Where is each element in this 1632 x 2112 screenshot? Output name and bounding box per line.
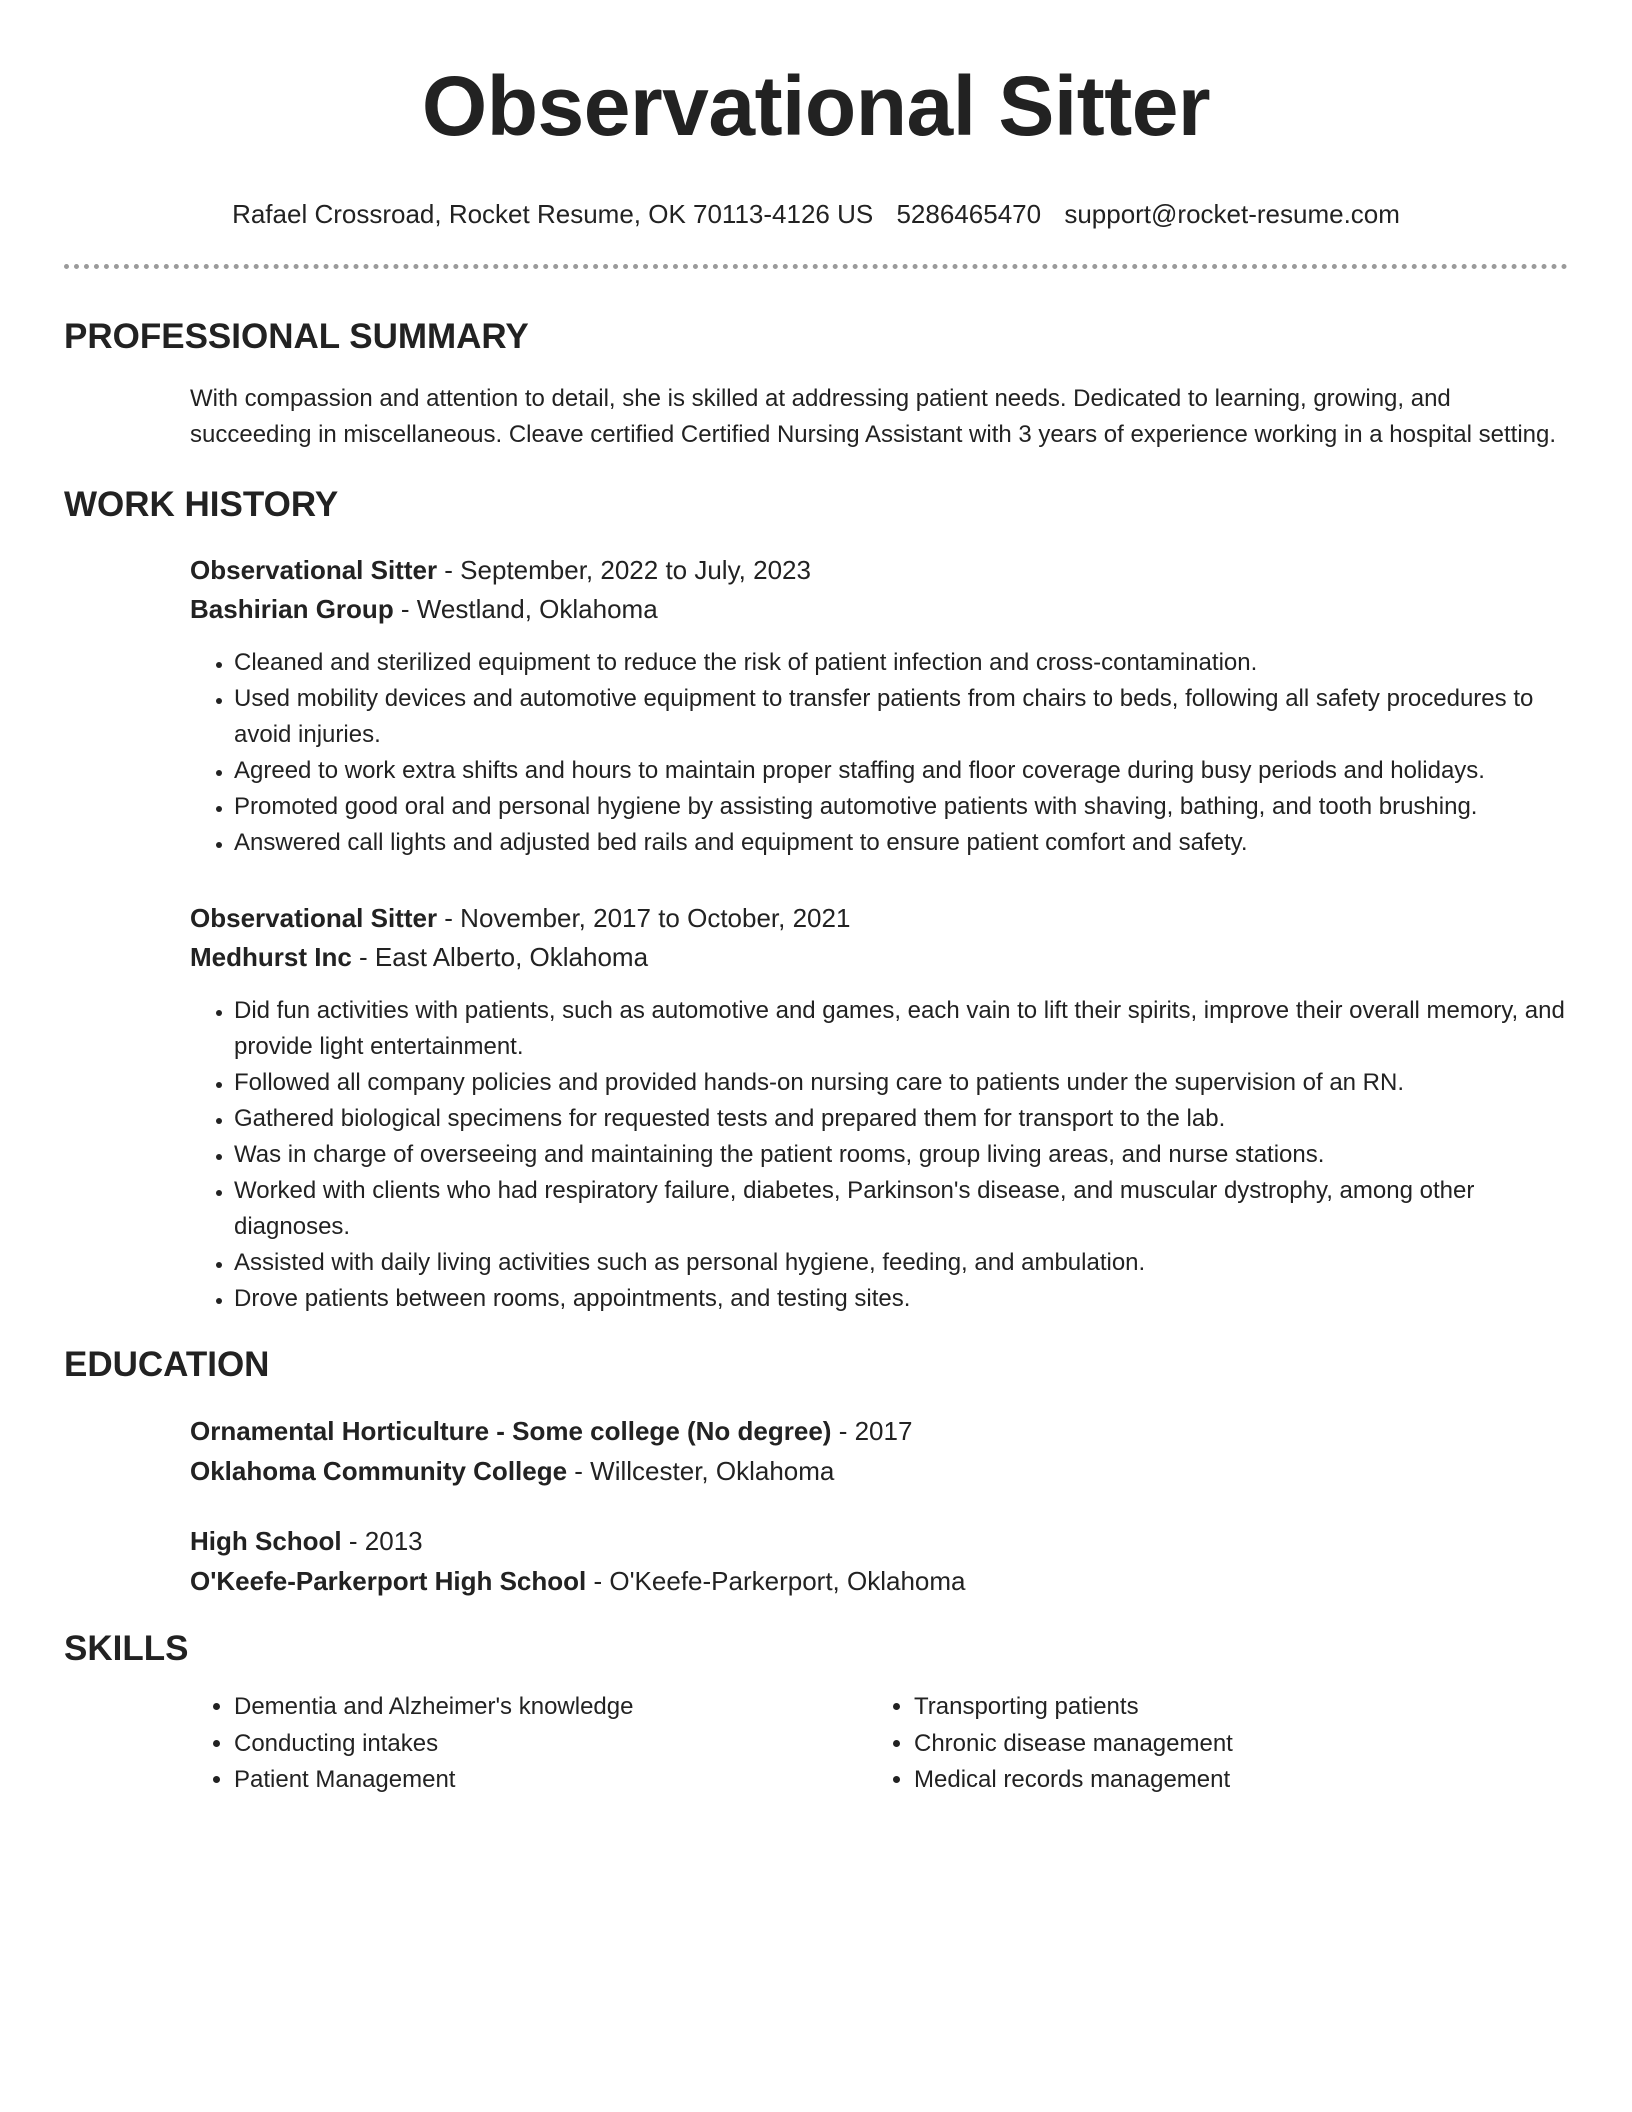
education-location: - Willcester, Oklahoma — [567, 1456, 835, 1486]
list-item: • Promoted good oral and personal hygiene by assisting automotive patients with shaving, bathing, and tooth brushing. — [234, 789, 1568, 825]
list-item: • Conducting intakes — [234, 1726, 870, 1763]
list-item: • Used mobility devices and automotive equipment to transfer patients from chairs to beds, following all safety procedures to avoid injuries. — [234, 681, 1568, 753]
education-degree-line — [190, 1411, 1568, 1451]
education-degree: Ornamental Horticulture - Some college (No degree) — [190, 1416, 832, 1446]
list-item: • Worked with clients who had respiratory failure, diabetes, Parkinson's disease, and muscular dystrophy, among other diagnoses. — [234, 1173, 1568, 1245]
contact-line — [64, 196, 1568, 232]
skills-section — [64, 1627, 1568, 1799]
job-role: Observational Sitter — [190, 903, 438, 933]
education-year: - 2017 — [831, 1416, 913, 1446]
list-item: • Transporting patients — [914, 1689, 1568, 1726]
job-company-line — [190, 590, 1568, 629]
education-entry — [190, 1521, 1568, 1601]
list-item: • Did fun activities with patients, such as automotive and games, each vain to lift their spirits, improve their overall memory, and provide light entertainment. — [234, 993, 1568, 1065]
skills-right-list — [870, 1689, 1568, 1799]
education-degree-line — [190, 1521, 1568, 1561]
job-company: Medhurst Inc — [190, 942, 352, 972]
job-location: - East Alberto, Oklahoma — [351, 942, 649, 972]
summary-section — [64, 315, 1568, 453]
education-section — [64, 1343, 1568, 1601]
job-dates: - November, 2017 to October, 2021 — [437, 903, 851, 933]
list-item: • Chronic disease management — [914, 1726, 1568, 1763]
education-year: - 2013 — [341, 1526, 423, 1556]
job-dates: - September, 2022 to July, 2023 — [437, 555, 811, 585]
education-title: EDUCATION — [64, 1345, 270, 1384]
education-school-line — [190, 1451, 1568, 1491]
list-item: • Cleaned and sterilized equipment to reduce the risk of patient infection and cross-contamination. — [234, 645, 1568, 681]
list-item: • Dementia and Alzheimer's knowledge — [234, 1689, 870, 1726]
work-section — [64, 483, 1568, 1317]
education-school-line — [190, 1561, 1568, 1601]
education-school: O'Keefe-Parkerport High School — [190, 1566, 587, 1596]
summary-text: With compassion and attention to detail, she is skilled at addressing patient needs. Dedicated to learning, growing, and succeeding in miscellaneous. Cleave certified Certified Nursing Assistant with 3 years of experience working in a hospital setting. — [190, 385, 1557, 448]
job-entry — [190, 551, 1568, 861]
contact-phone: 5286465470 — [896, 199, 1042, 229]
list-item: • Assisted with daily living activities such as personal hygiene, feeding, and ambulation. — [234, 1245, 1568, 1281]
list-item: • Gathered biological specimens for requested tests and prepared them for transport to the lab. — [234, 1101, 1568, 1137]
resume-name: Observational Sitter — [421, 59, 1211, 153]
skills-left-list — [190, 1689, 870, 1799]
list-item: • Was in charge of overseeing and maintaining the patient rooms, group living areas, and nurse stations. — [234, 1137, 1568, 1173]
list-item: • Agreed to work extra shifts and hours to maintain proper staffing and floor coverage during busy periods and holidays. — [234, 753, 1568, 789]
education-degree: High School — [190, 1526, 342, 1556]
summary-title: PROFESSIONAL SUMMARY — [64, 317, 529, 356]
job-heading — [190, 551, 1568, 590]
job-bullets — [190, 645, 1568, 861]
contact-email: support@rocket-resume.com — [1064, 199, 1400, 229]
job-bullets — [190, 993, 1568, 1317]
contact-address: Rafael Crossroad, Rocket Resume, OK 70113-4126 US — [232, 199, 874, 229]
list-item: • Drove patients between rooms, appointments, and testing sites. — [234, 1281, 1568, 1317]
skills-title: SKILLS — [64, 1629, 189, 1668]
list-item: • Patient Management — [234, 1762, 870, 1799]
list-item: • Answered call lights and adjusted bed rails and equipment to ensure patient comfort and safety. — [234, 825, 1568, 861]
job-entry — [190, 899, 1568, 1317]
header-divider — [64, 264, 1568, 269]
job-role: Observational Sitter — [190, 555, 438, 585]
job-company: Bashirian Group — [190, 594, 394, 624]
job-location: - Westland, Oklahoma — [393, 594, 658, 624]
job-company-line — [190, 938, 1568, 977]
job-heading — [190, 899, 1568, 938]
education-school: Oklahoma Community College — [190, 1456, 568, 1486]
work-title: WORK HISTORY — [64, 485, 339, 524]
list-item: • Medical records management — [914, 1762, 1568, 1799]
skills-grid — [190, 1689, 1568, 1799]
education-location: - O'Keefe-Parkerport, Oklahoma — [586, 1566, 966, 1596]
education-entry — [190, 1411, 1568, 1491]
list-item: • Followed all company policies and provided hands-on nursing care to patients under the supervision of an RN. — [234, 1065, 1568, 1101]
